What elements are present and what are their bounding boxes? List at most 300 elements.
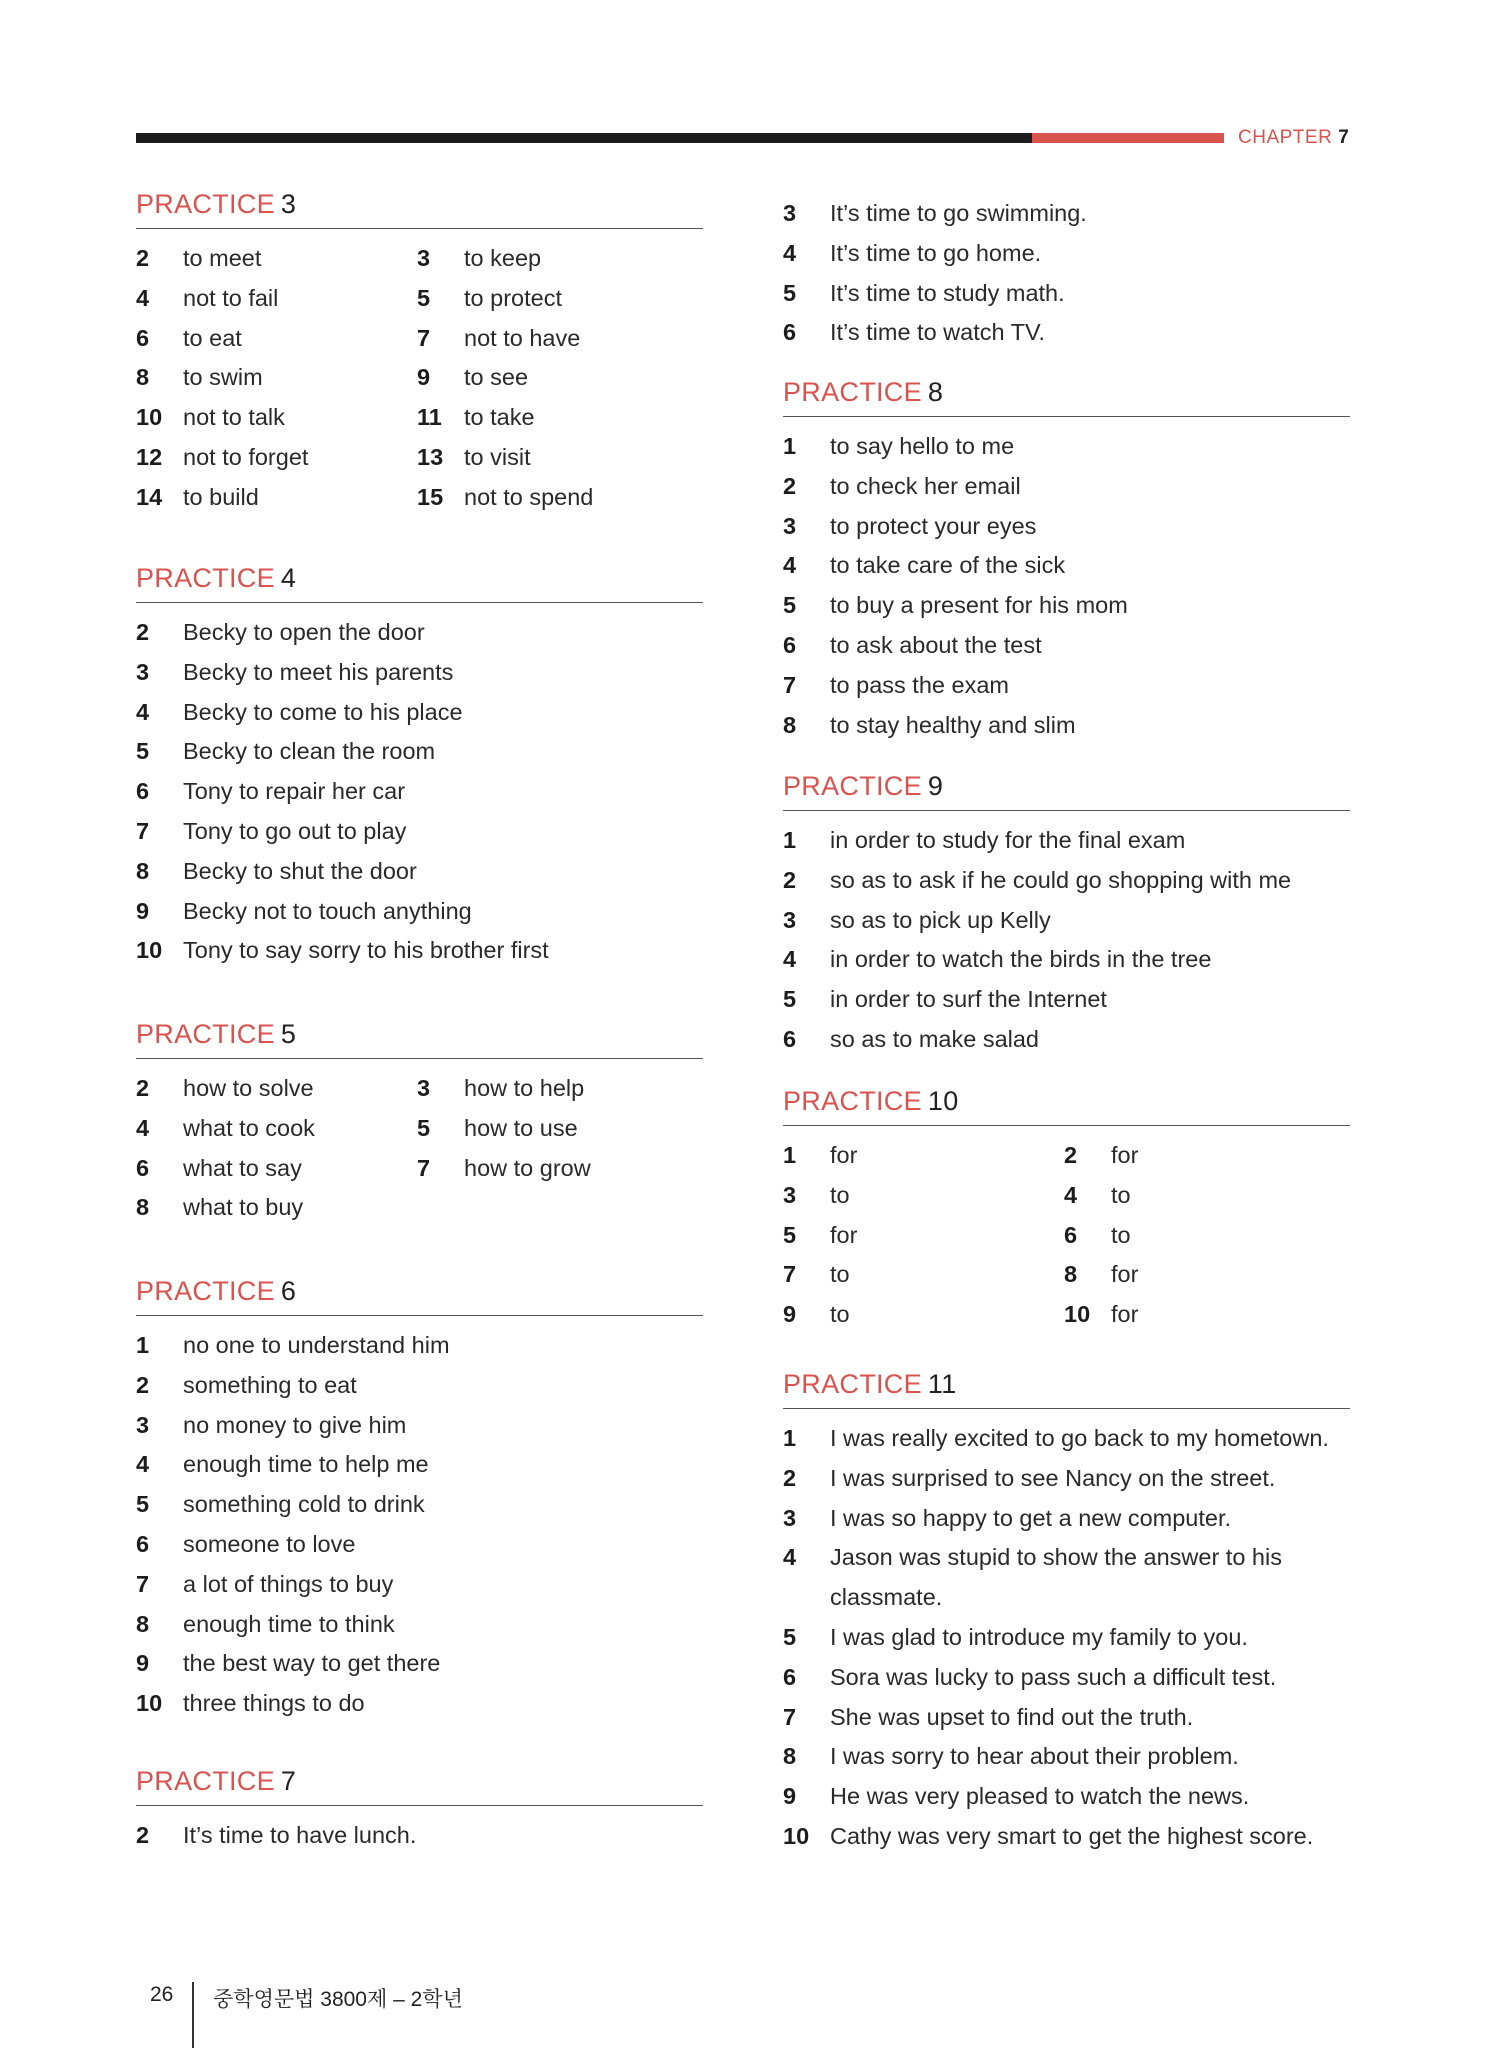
answer-text: It’s time to go swimming. [830,200,1087,226]
answer-text: I was glad to introduce my family to you. [830,1623,1248,1650]
practice-5-section [136,1018,703,1228]
answer-text: to swim [183,364,263,391]
answer-text: the best way to get there [183,1650,441,1677]
answer-text: enough time to think [183,1610,395,1637]
answer-item [783,1216,1064,1256]
answer-item [783,1419,1350,1459]
section-title-word: PRACTICE [136,1276,275,1306]
answer-number: 4 [136,284,150,311]
answer-item [783,1459,1350,1499]
answer-item [783,274,1350,314]
answer-item [783,626,1350,666]
answer-text: no one to understand him [183,1332,450,1358]
section-title [783,771,943,802]
answer-number: 14 [136,483,163,510]
answer-item [417,398,703,438]
section-title-number: 4 [280,563,297,593]
answer-number: 3 [783,1504,797,1531]
answer-number: 8 [1064,1261,1078,1288]
answer-item [136,613,703,653]
section-title [136,563,296,594]
answer-number: 3 [783,512,797,539]
answer-number: 6 [1064,1221,1078,1248]
answer-number: 8 [783,1743,797,1770]
answer-number: 2 [136,1822,150,1848]
answer-text: not to fail [183,284,279,311]
section-title-word: PRACTICE [783,771,922,801]
answer-number: 7 [783,1261,797,1288]
answer-text: for [830,1221,858,1248]
answer-item [417,1149,703,1189]
answer-number: 10 [136,404,163,431]
answer-item [783,821,1350,861]
answer-text: not to forget [183,443,309,470]
answer-number: 1 [783,433,797,459]
answer-text: something to eat [183,1371,357,1398]
answer-text: I was surprised to see Nancy on the street. [830,1464,1276,1491]
answer-text: to build [183,483,259,510]
answer-number: 15 [417,483,444,510]
answer-text: for [1111,1261,1139,1288]
answer-item [783,1295,1064,1335]
answer-text: Tony to repair her car [183,778,406,805]
answer-item [783,1737,1350,1777]
answer-item [783,194,1350,234]
answer-number: 5 [783,1623,797,1650]
footer-divider [192,1982,194,2048]
answer-text: to keep [464,245,542,271]
answer-item [136,1069,417,1109]
practice-11-section [783,1368,1350,1857]
answer-number: 7 [417,324,431,351]
answer-number: 3 [783,200,797,226]
answer-text: to [1111,1181,1131,1208]
practice-3-answers [136,239,703,518]
answer-text: to stay healthy and slim [830,711,1076,738]
answer-item [783,980,1350,1020]
practice-3-heading [136,188,703,229]
answer-number: 1 [136,1332,150,1358]
answer-number: 8 [136,1610,150,1637]
answer-number: 10 [136,1690,163,1717]
answer-item [136,1644,703,1684]
answer-number: 4 [136,698,150,725]
answer-item [1064,1255,1350,1295]
answer-item [136,1485,703,1525]
practice-9-section [783,770,1350,1060]
answer-item [417,358,703,398]
answer-item [136,892,703,932]
section-title-word: PRACTICE [783,1086,922,1116]
answer-item [783,313,1350,353]
answer-text: It’s time to go home. [830,239,1042,266]
answer-item [1064,1136,1350,1176]
answer-text: to take care of the sick [830,552,1066,579]
answer-text: not to have [464,324,581,351]
answer-text: in order to study for the final exam [830,827,1186,853]
answer-item [783,1658,1350,1698]
answer-item [783,1538,1350,1618]
answer-number: 3 [417,245,431,271]
section-title [783,1086,959,1117]
answer-item [136,931,703,971]
answer-number: 6 [136,778,150,805]
answer-text: to check her email [830,472,1021,499]
answer-text: three things to do [183,1690,365,1717]
answer-item [136,653,703,693]
answer-item [783,940,1350,980]
answer-text: Becky to shut the door [183,857,417,884]
section-title [136,1766,296,1797]
section-title-number: 3 [280,189,297,219]
answer-text: so as to ask if he could go shopping with me [830,866,1292,893]
answer-item [136,812,703,852]
section-title-number: 10 [927,1086,959,1116]
answer-number: 4 [136,1114,150,1141]
answer-text: for [1111,1142,1139,1168]
answer-number: 2 [136,245,150,271]
answer-item [783,586,1350,626]
answer-text: in order to surf the Internet [830,986,1107,1013]
answer-number: 9 [136,1650,150,1677]
answer-number: 6 [783,319,797,346]
answer-text: Tony to say sorry to his brother first [183,937,549,964]
answer-text: for [830,1142,858,1168]
answer-item [783,1255,1064,1295]
practice-7-answers-continued [783,194,1350,353]
practice-7-section [136,1765,703,1856]
answer-text: to buy a present for his mom [830,592,1128,619]
answer-item [136,1445,703,1485]
answer-text: Becky to open the door [183,619,425,645]
answer-item [417,239,703,279]
answer-text: how to help [464,1075,585,1101]
answer-item [783,507,1350,547]
answer-number: 8 [136,1194,150,1221]
answer-text: to meet [183,245,262,271]
answer-number: 8 [136,364,150,391]
answer-number: 5 [783,986,797,1013]
answer-number: 2 [1064,1142,1078,1168]
answer-number: 4 [783,239,797,266]
answer-number: 6 [783,1663,797,1690]
practice-7-continued [783,194,1350,353]
answer-text: Becky not to touch anything [183,897,472,924]
answer-text: I was sorry to hear about their problem. [830,1743,1239,1770]
answer-number: 7 [417,1154,431,1181]
answer-item [783,1698,1350,1738]
answer-text: to take [464,404,535,431]
answer-item [783,1020,1350,1060]
answer-item [417,319,703,359]
answer-number: 9 [783,1301,797,1328]
answer-text: to [830,1261,850,1288]
answer-text: It’s time to watch TV. [830,319,1046,346]
answer-number: 4 [783,552,797,579]
answer-number: 4 [1064,1181,1078,1208]
answer-number: 6 [783,631,797,658]
section-title-word: PRACTICE [783,377,922,407]
answer-item [1064,1295,1350,1335]
answer-item [136,1188,417,1228]
answer-text: how to solve [183,1075,314,1101]
section-title-number: 7 [280,1766,297,1796]
section-title [136,189,296,220]
answer-item [136,358,417,398]
answer-item [417,478,703,518]
answer-text: to eat [183,324,242,351]
answer-text: I was so happy to get a new computer. [830,1504,1232,1531]
answer-item [136,398,417,438]
answer-text: to pass the exam [830,671,1009,698]
answer-number: 7 [783,671,797,698]
practice-10-section [783,1085,1350,1335]
answer-item [136,1366,703,1406]
answer-item [136,1109,417,1149]
answer-number: 11 [417,404,442,431]
answer-number: 3 [783,906,797,933]
practice-4-section [136,562,703,971]
answer-number: 6 [136,1530,150,1557]
section-title-number: 8 [927,377,944,407]
answer-number: 1 [783,827,797,853]
practice-6-section [136,1275,703,1724]
answer-number: 8 [783,711,797,738]
answer-item [417,1109,703,1149]
answer-number: 12 [136,443,163,470]
practice-6-answers [136,1326,703,1724]
practice-9-heading [783,770,1350,811]
answer-text: to protect [464,284,562,311]
section-title-word: PRACTICE [136,1019,275,1049]
answer-item [136,693,703,733]
practice-5-answers [136,1069,703,1228]
chapter-number: 7 [1338,127,1350,148]
answer-text: Cathy was very smart to get the highest score. [830,1822,1314,1849]
answer-text: to [830,1181,850,1208]
answer-text: It’s time to have lunch. [183,1822,417,1848]
answer-number: 5 [783,279,797,306]
answer-number: 7 [136,1570,150,1597]
practice-9-answers [783,821,1350,1060]
page-number: 26 [150,1983,174,2006]
answer-number: 13 [417,443,444,470]
answer-item [136,1565,703,1605]
practice-6-heading [136,1275,703,1316]
answer-item [136,732,703,772]
answer-number: 5 [417,284,431,311]
answer-number: 5 [136,1491,150,1518]
answer-text: to visit [464,443,531,470]
answer-item [136,279,417,319]
answer-item [783,427,1350,467]
section-title-word: PRACTICE [783,1369,922,1399]
practice-8-heading [783,376,1350,417]
answer-item [783,706,1350,746]
answer-item [783,901,1350,941]
chapter-rule-dark [136,133,1032,143]
answer-text: Becky to come to his place [183,698,463,725]
answer-text: I was really excited to go back to my hometown. [830,1425,1329,1451]
answer-number: 10 [1064,1301,1091,1328]
answer-text: He was very pleased to watch the news. [830,1783,1250,1810]
answer-text: not to talk [183,404,285,431]
answer-text: to [830,1301,850,1328]
answer-number: 9 [417,364,431,391]
answer-text: what to say [183,1154,302,1181]
answer-item [136,1605,703,1645]
section-title-word: PRACTICE [136,189,275,219]
answer-number: 2 [136,1371,150,1398]
answer-item [783,546,1350,586]
answer-item [783,234,1350,274]
answer-text: Tony to go out to play [183,817,407,844]
answer-text: Jason was stupid to show the answer to his classmate. [830,1544,1282,1611]
section-title [136,1276,296,1307]
section-title [136,1019,296,1050]
answer-text: to see [464,364,529,391]
answer-number: 6 [783,1025,797,1052]
answer-number: 5 [417,1114,431,1141]
practice-5-heading [136,1018,703,1059]
section-title-word: PRACTICE [136,563,275,593]
answer-text: something cold to drink [183,1491,425,1518]
answer-number: 5 [783,1221,797,1248]
section-title-number: 9 [927,771,944,801]
answer-text: Becky to clean the room [183,738,436,765]
practice-11-heading [783,1368,1350,1409]
answer-number: 8 [136,857,150,884]
answer-text: to say hello to me [830,433,1015,459]
answer-item [417,1069,703,1109]
practice-10-answers [783,1136,1350,1335]
answer-text: for [1111,1301,1139,1328]
practice-8-answers [783,427,1350,745]
answer-item [136,1684,703,1724]
answer-number: 2 [783,1464,797,1491]
answer-number: 4 [783,946,797,973]
answer-text: She was upset to find out the truth. [830,1703,1194,1730]
practice-3-section [136,188,703,518]
answer-number: 3 [136,1411,150,1438]
section-title-word: PRACTICE [136,1766,275,1796]
answer-item [783,1499,1350,1539]
answer-text: in order to watch the birds in the tree [830,946,1212,973]
section-title [783,377,943,408]
answer-text: no money to give him [183,1411,407,1438]
practice-7-heading [136,1765,703,1806]
answer-text: to [1111,1221,1131,1248]
answer-text: so as to make salad [830,1025,1039,1052]
answer-number: 3 [783,1181,797,1208]
section-title [783,1369,957,1400]
chapter-label [1238,127,1349,149]
answer-item [783,1176,1064,1216]
answer-item [1064,1216,1350,1256]
answer-item [136,1525,703,1565]
answer-item [783,861,1350,901]
answer-item [783,1618,1350,1658]
answer-number: 2 [783,472,797,499]
answer-item [136,852,703,892]
chapter-label-text: CHAPTER [1238,127,1333,148]
answer-number: 5 [783,592,797,619]
answer-item [783,467,1350,507]
answer-number: 6 [136,324,150,351]
answer-number: 1 [783,1142,797,1168]
answer-item [136,239,417,279]
answer-text: how to use [464,1114,578,1141]
practice-4-answers [136,613,703,971]
chapter-rule-accent [1032,133,1224,143]
answer-number: 2 [136,619,150,645]
answer-item [783,1136,1064,1176]
answer-text: It’s time to study math. [830,279,1065,306]
answer-item [783,666,1350,706]
answer-item [1064,1176,1350,1216]
answer-text: what to buy [183,1194,304,1221]
answer-text: to protect your eyes [830,512,1037,539]
answer-number: 3 [136,658,150,685]
practice-7-answers [136,1816,703,1856]
practice-4-heading [136,562,703,603]
answer-text: not to spend [464,483,594,510]
answer-text: someone to love [183,1530,356,1557]
answer-number: 9 [783,1783,797,1810]
answer-text: Sora was lucky to pass such a difficult test. [830,1663,1277,1690]
answer-text: a lot of things to buy [183,1570,394,1597]
answer-number: 7 [783,1703,797,1730]
answer-number: 5 [136,738,150,765]
answer-number: 9 [136,897,150,924]
answer-item [136,1326,703,1366]
answer-item [136,319,417,359]
answer-number: 2 [783,866,797,893]
answer-item [417,438,703,478]
answer-item [136,478,417,518]
answer-text: Becky to meet his parents [183,658,454,685]
answer-number: 7 [136,817,150,844]
answer-item [417,279,703,319]
section-title-number: 6 [280,1276,297,1306]
answer-item [136,1406,703,1446]
answer-number: 4 [783,1544,797,1571]
answer-number: 2 [136,1075,150,1101]
answer-text: to ask about the test [830,631,1042,658]
answer-item [136,1149,417,1189]
answer-item [136,772,703,812]
answer-item [136,1816,703,1856]
answer-text: what to cook [183,1114,315,1141]
answer-number: 1 [783,1425,797,1451]
answer-item [783,1817,1350,1857]
answer-number: 4 [136,1451,150,1478]
answer-number: 6 [136,1154,150,1181]
section-title-number: 11 [927,1369,957,1399]
practice-11-answers [783,1419,1350,1857]
answer-item [783,1777,1350,1817]
answer-text: enough time to help me [183,1451,429,1478]
practice-10-heading [783,1085,1350,1126]
answer-number: 10 [783,1822,810,1849]
answer-item [136,438,417,478]
section-title-number: 5 [280,1019,297,1049]
answer-number: 10 [136,937,163,964]
answer-text: how to grow [464,1154,591,1181]
practice-8-section [783,376,1350,745]
answer-number: 3 [417,1075,431,1101]
book-title: 중학영문법 3800제 – 2학년 [213,1988,463,2011]
